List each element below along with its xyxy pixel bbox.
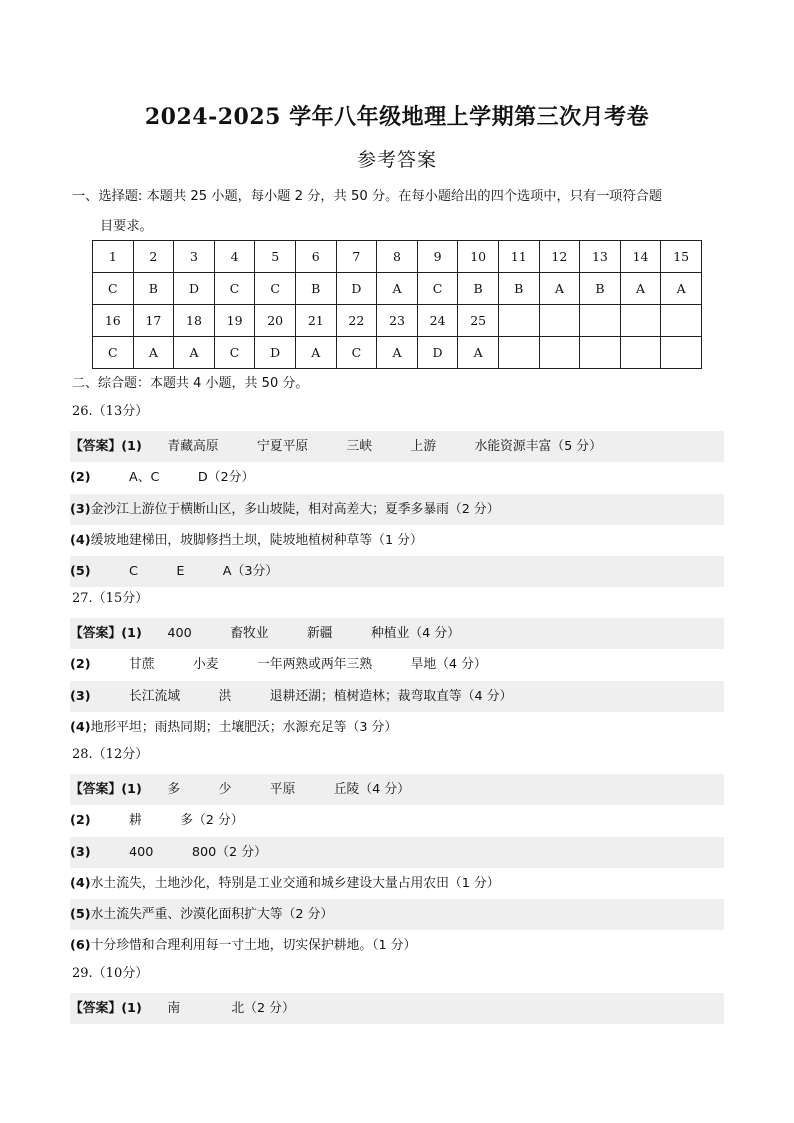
answer-table-cell: A xyxy=(133,337,174,369)
answer-line-text: 长江流域 洪 退耕还湖；植树造林；裁弯取直等（4 分） xyxy=(90,688,513,704)
answer-table-cell: 8 xyxy=(377,241,418,273)
answer-table-cell: 13 xyxy=(580,241,621,273)
answer-line-text: 甘蔗 小麦 一年两熟或两年三熟 旱地（4 分） xyxy=(90,657,487,673)
answer-table-cell: 20 xyxy=(255,305,296,337)
answer-table-cell: B xyxy=(498,273,539,305)
answer-line-text: 十分珍惜和合理利用每一寸土地，切实保护耕地。（1 分） xyxy=(90,938,417,954)
answer-table-cell: A xyxy=(458,337,499,369)
answer-line xyxy=(70,899,724,930)
answer-table-cell: 19 xyxy=(214,305,255,337)
answer-line-prefix: 【答案】(1) xyxy=(70,626,142,641)
answer-table-cell: A xyxy=(295,337,336,369)
answer-block xyxy=(70,431,724,587)
answer-line xyxy=(70,868,724,899)
answer-table-cell: 3 xyxy=(174,241,215,273)
answer-table-cell: C xyxy=(336,337,377,369)
answer-table-cell: 12 xyxy=(539,241,580,273)
answer-table-cell: 18 xyxy=(174,305,215,337)
answer-table-row xyxy=(93,241,702,273)
answer-table-cell: C xyxy=(255,273,296,305)
question-header: 26.（13分） xyxy=(72,404,149,419)
answer-table-cell xyxy=(498,337,539,369)
answer-line-prefix: (4) xyxy=(70,532,91,548)
answer-line-text: 水土流失，土地沙化，特别是工业交通和城乡建设大量占用农田（1 分） xyxy=(90,875,500,891)
section-1-instructions xyxy=(72,182,727,242)
answer-table-cell: B xyxy=(295,273,336,305)
answer-line-text: 400 畜牧业 新疆 种植业（4 分） xyxy=(141,626,460,641)
answer-line xyxy=(70,556,724,587)
answer-table-cell: 21 xyxy=(295,305,336,337)
answer-line-prefix: (2) xyxy=(70,813,91,829)
answer-table-cell: C xyxy=(214,273,255,305)
answer-table-cell: 4 xyxy=(214,241,255,273)
answer-table-cell: C xyxy=(93,273,134,305)
answer-line-prefix: (2) xyxy=(70,470,91,486)
answer-line xyxy=(70,494,724,525)
answer-table-cell: B xyxy=(458,273,499,305)
answer-table-cell: 25 xyxy=(458,305,499,337)
answer-table-cell: A xyxy=(377,273,418,305)
answer-line-prefix: (3) xyxy=(70,688,91,704)
question-header: 28.（12分） xyxy=(72,747,149,762)
answer-table-cell: A xyxy=(661,273,702,305)
answer-table-cell xyxy=(661,305,702,337)
section-2-instructions: 二、综合题：本题共 4 小题，共 50 分。 xyxy=(72,376,309,391)
answer-table-cell: A xyxy=(620,273,661,305)
answer-table-cell: 15 xyxy=(661,241,702,273)
answer-line xyxy=(70,649,724,680)
answer-table-cell: A xyxy=(174,337,215,369)
page-title: 2024-2025 学年八年级地理上学期第三次月考卷 xyxy=(144,104,650,130)
answer-line-text: 缓坡地建梯田，坡脚修挡土坝，陡坡地植树种草等（1 分） xyxy=(90,532,423,548)
answer-table-cell: 17 xyxy=(133,305,174,337)
answer-table-cell xyxy=(539,337,580,369)
answer-line-text: C E A（3分） xyxy=(90,564,279,580)
answer-table-cell: D xyxy=(336,273,377,305)
answer-table-cell xyxy=(539,305,580,337)
answer-block xyxy=(70,774,724,962)
section-1-line-2: 目要求。 xyxy=(100,219,153,234)
answer-line-prefix: (5) xyxy=(70,564,91,580)
answer-table-cell: 11 xyxy=(498,241,539,273)
answer-line-prefix: (3) xyxy=(70,501,91,517)
answer-table-cell: 23 xyxy=(377,305,418,337)
answer-line-text: 400 800（2 分） xyxy=(90,844,267,860)
answer-table-cell: 5 xyxy=(255,241,296,273)
answer-table-cell: 10 xyxy=(458,241,499,273)
answer-table-cell: A xyxy=(539,273,580,305)
answer-table-cell xyxy=(661,337,702,369)
answer-line xyxy=(70,431,724,462)
question-header: 29.（10分） xyxy=(72,966,149,981)
answer-table xyxy=(92,240,702,369)
answer-line-text: A、C D（2分） xyxy=(90,470,255,486)
answer-line xyxy=(70,805,724,836)
answer-table-cell: 22 xyxy=(336,305,377,337)
answer-line xyxy=(70,774,724,805)
answer-table-cell: D xyxy=(417,337,458,369)
answer-table-cell: 24 xyxy=(417,305,458,337)
answer-line xyxy=(70,712,724,743)
answer-table-cell: B xyxy=(133,273,174,305)
answer-line xyxy=(70,930,724,961)
answer-table-cell: 16 xyxy=(93,305,134,337)
answer-line-prefix: (4) xyxy=(70,875,91,891)
answer-line xyxy=(70,618,724,649)
answer-line-prefix: 【答案】(1) xyxy=(70,782,142,797)
answer-line-prefix: (5) xyxy=(70,907,91,923)
answer-table-cell xyxy=(580,337,621,369)
answer-table-row xyxy=(93,337,702,369)
answer-line xyxy=(70,837,724,868)
answer-block xyxy=(70,618,724,743)
answer-table-cell: 2 xyxy=(133,241,174,273)
answer-table-cell: A xyxy=(377,337,418,369)
answer-table-cell: 9 xyxy=(417,241,458,273)
answer-line-text: 耕 多（2 分） xyxy=(90,813,244,829)
answer-table-cell: C xyxy=(417,273,458,305)
answer-line-text: 水土流失严重、沙漠化面积扩大等（2 分） xyxy=(90,907,334,923)
answer-table-cell xyxy=(498,305,539,337)
answer-line-prefix: (2) xyxy=(70,657,91,673)
answer-table-cell: D xyxy=(174,273,215,305)
answer-line-prefix: 【答案】(1) xyxy=(70,1001,142,1016)
answer-table-row xyxy=(93,305,702,337)
answer-line-prefix: (3) xyxy=(70,844,91,860)
answer-table-cell xyxy=(620,305,661,337)
answer-line-text: 青藏高原 宁夏平原 三峡 上游 水能资源丰富（5 分） xyxy=(141,439,602,454)
answer-table-cell: C xyxy=(93,337,134,369)
answer-line xyxy=(70,993,724,1024)
answer-table-cell xyxy=(580,305,621,337)
answer-line-text: 南 北（2 分） xyxy=(141,1001,295,1016)
answer-line-text: 多 少 平原 丘陵（4 分） xyxy=(141,782,410,797)
question-header: 27.（15分） xyxy=(72,591,149,606)
answer-table-cell: 14 xyxy=(620,241,661,273)
answer-table-cell: B xyxy=(580,273,621,305)
answer-table-cell: 7 xyxy=(336,241,377,273)
answer-line-text: 金沙江上游位于横断山区，多山坡陡，相对高差大；夏季多暴雨（2 分） xyxy=(90,501,500,517)
section-1-line-1: 一、选择题: 本题共 25 小题，每小题 2 分，共 50 分。在每小题给出的四个选项中，只有一项符合题 xyxy=(72,189,663,204)
answer-line-prefix: (4) xyxy=(70,719,91,735)
answer-table-cell: 1 xyxy=(93,241,134,273)
answer-table-cell: 6 xyxy=(295,241,336,273)
answer-table-cell: C xyxy=(214,337,255,369)
answer-line xyxy=(70,525,724,556)
answer-table-row xyxy=(93,273,702,305)
answer-table-cell: D xyxy=(255,337,296,369)
answer-line xyxy=(70,462,724,493)
answer-line-prefix: 【答案】(1) xyxy=(70,439,142,454)
answer-block xyxy=(70,993,724,1024)
page-subtitle: 参考答案 xyxy=(356,149,437,171)
answer-line-prefix: (6) xyxy=(70,938,91,954)
answer-table-cell xyxy=(620,337,661,369)
answer-line xyxy=(70,681,724,712)
answer-line-text: 地形平坦；雨热同期；土壤肥沃；水源充足等（3 分） xyxy=(90,719,398,735)
